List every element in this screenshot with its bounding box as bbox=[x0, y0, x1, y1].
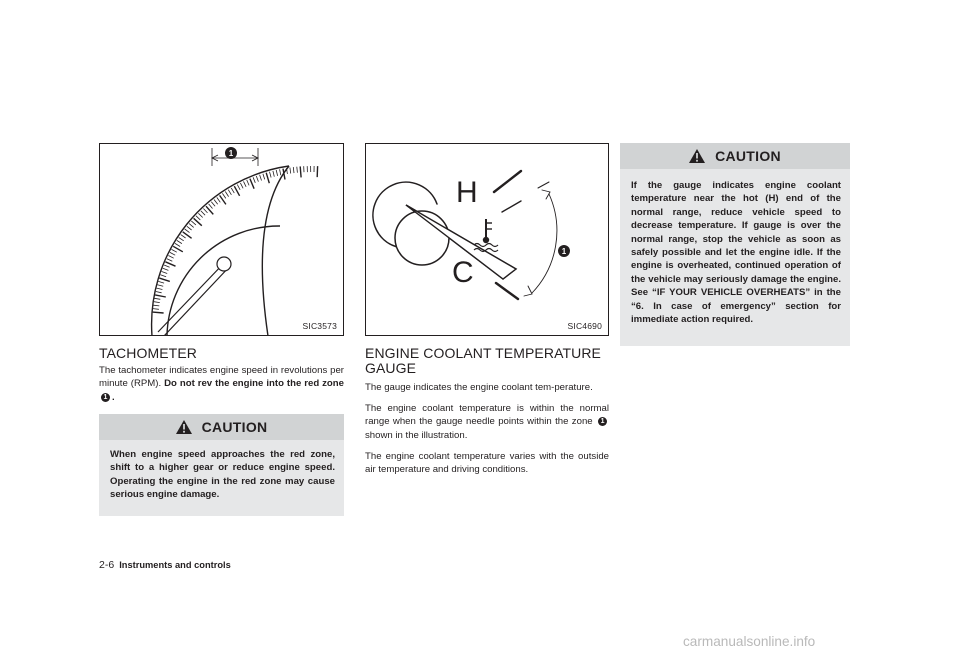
tach-tick bbox=[222, 193, 225, 198]
coolant-gauge-illustration bbox=[366, 144, 609, 336]
tach-tick bbox=[297, 167, 298, 173]
tach-tick bbox=[256, 176, 258, 182]
tach-tick bbox=[168, 256, 173, 259]
caution-box-tachometer bbox=[99, 414, 344, 516]
tach-tick bbox=[198, 213, 202, 217]
tach-tick bbox=[228, 190, 231, 195]
tach-tick bbox=[177, 240, 182, 243]
hot-label: H bbox=[456, 176, 478, 209]
tach-tick bbox=[293, 167, 294, 173]
coolant-heading: ENGINE COOLANT TEMPERATURE GAUGE bbox=[365, 345, 601, 376]
tach-tick bbox=[300, 166, 301, 177]
figure-code: SIC3573 bbox=[302, 321, 337, 331]
caution-label: CAUTION bbox=[715, 148, 781, 164]
svg-text:1: 1 bbox=[561, 247, 567, 256]
tach-tick bbox=[273, 171, 274, 177]
tach-tick bbox=[231, 188, 234, 193]
tach-tick bbox=[283, 169, 285, 180]
tach-tick bbox=[153, 305, 159, 306]
page-footer bbox=[99, 559, 231, 571]
watermark: carmanualsonline.info bbox=[683, 634, 816, 649]
caution-header bbox=[99, 414, 344, 440]
caution-text: When engine speed approaches the red zone, shift to a higher gear or reduce engine speed. Operating the engine in the red zone may cause serious engine damage. bbox=[110, 449, 335, 501]
tachometer-heading: TACHOMETER bbox=[99, 345, 197, 361]
coolant-body: The gauge indicates the engine coolant tem-perature. The engine coolant temperature is within the normal range when the gauge needle points within the zone 1 shown in the illustration. The engine coolant temperature varies with the outside air temperature and driving conditions. bbox=[365, 382, 609, 476]
tach-tick bbox=[157, 285, 163, 287]
callout-marker: 1 bbox=[598, 417, 607, 426]
tach-tick bbox=[253, 177, 255, 183]
tach-tick bbox=[159, 278, 170, 281]
tach-tick bbox=[158, 281, 164, 283]
tach-tick bbox=[181, 235, 186, 238]
tach-tick bbox=[270, 172, 272, 178]
figure-code: SIC4690 bbox=[567, 321, 602, 331]
tach-tick bbox=[290, 168, 291, 174]
section-title: Instruments and controls bbox=[119, 560, 231, 570]
tach-tick bbox=[250, 179, 254, 189]
caution-header bbox=[620, 143, 850, 169]
tach-tick bbox=[247, 180, 249, 186]
tach-tick bbox=[244, 181, 247, 186]
tach-tick bbox=[165, 262, 175, 266]
tach-tick bbox=[280, 169, 281, 175]
tach-tick bbox=[185, 229, 190, 233]
tach-tick bbox=[191, 221, 196, 225]
tach-tick bbox=[170, 252, 175, 255]
tach-tick bbox=[194, 218, 202, 225]
tach-tick bbox=[154, 298, 160, 299]
tach-tick bbox=[167, 259, 172, 262]
tachometer-callout bbox=[225, 147, 237, 159]
tach-tick bbox=[162, 272, 168, 274]
tachometer-illustration bbox=[100, 144, 344, 336]
tach-tick bbox=[196, 216, 200, 220]
tach-tick bbox=[155, 295, 166, 297]
tach-tick bbox=[157, 288, 163, 289]
tach-tick bbox=[237, 185, 240, 190]
tach-tick bbox=[276, 170, 277, 176]
coolant-callout bbox=[558, 245, 570, 257]
page-number: 2-6 bbox=[99, 559, 115, 571]
coolant-gauge-figure bbox=[365, 143, 609, 336]
tach-tick bbox=[214, 200, 218, 205]
tach-tick bbox=[217, 197, 221, 202]
warning-triangle-icon bbox=[689, 149, 705, 163]
tach-tick bbox=[211, 202, 215, 207]
tach-tick bbox=[206, 206, 213, 214]
caution-label: CAUTION bbox=[201, 419, 268, 435]
tach-tick bbox=[153, 312, 164, 313]
tach-tick bbox=[187, 226, 192, 230]
tach-tick bbox=[201, 211, 205, 215]
tach-tick bbox=[179, 238, 184, 241]
tachometer-figure bbox=[99, 143, 344, 336]
tach-tick bbox=[260, 175, 262, 181]
tach-tick bbox=[189, 224, 194, 228]
tach-tick bbox=[203, 209, 207, 213]
tach-tick bbox=[163, 268, 169, 270]
tach-tick bbox=[266, 173, 269, 184]
tachometer-body: The tachometer indicates engine speed in revolutions per minute (RPM). Do not rev the engine into the red zone1 . bbox=[99, 365, 344, 403]
cold-label: C bbox=[452, 256, 474, 289]
caution-text: If the gauge indicates engine coolant temperature near the hot (H) end of the normal range, reduce vehicle speed to decrease temperature. If gauge is over the normal range, stop the vehicle as soon as safely possible and let the engine idle. If the engine is overheated, continued operation of the vehicle may seriously damage the engine. See “IF YOUR VEHICLE OVERHEATS” in the “6. In case of emergency” section for immediate action required. bbox=[631, 180, 841, 326]
warning-triangle-icon bbox=[176, 420, 192, 434]
svg-text:1: 1 bbox=[228, 149, 234, 158]
tach-tick bbox=[156, 292, 162, 293]
callout-marker: 1 bbox=[101, 393, 110, 402]
tach-tick bbox=[225, 192, 228, 197]
tach-tick bbox=[164, 265, 170, 267]
tach-tick bbox=[153, 309, 159, 310]
caution-box-coolant bbox=[620, 143, 850, 346]
tach-tick bbox=[172, 249, 177, 252]
tach-tick bbox=[209, 204, 213, 209]
tach-tick bbox=[160, 275, 166, 277]
tach-tick bbox=[263, 174, 265, 180]
tach-tick bbox=[154, 302, 160, 303]
tach-tick bbox=[175, 243, 180, 246]
tach-tick bbox=[240, 183, 243, 188]
